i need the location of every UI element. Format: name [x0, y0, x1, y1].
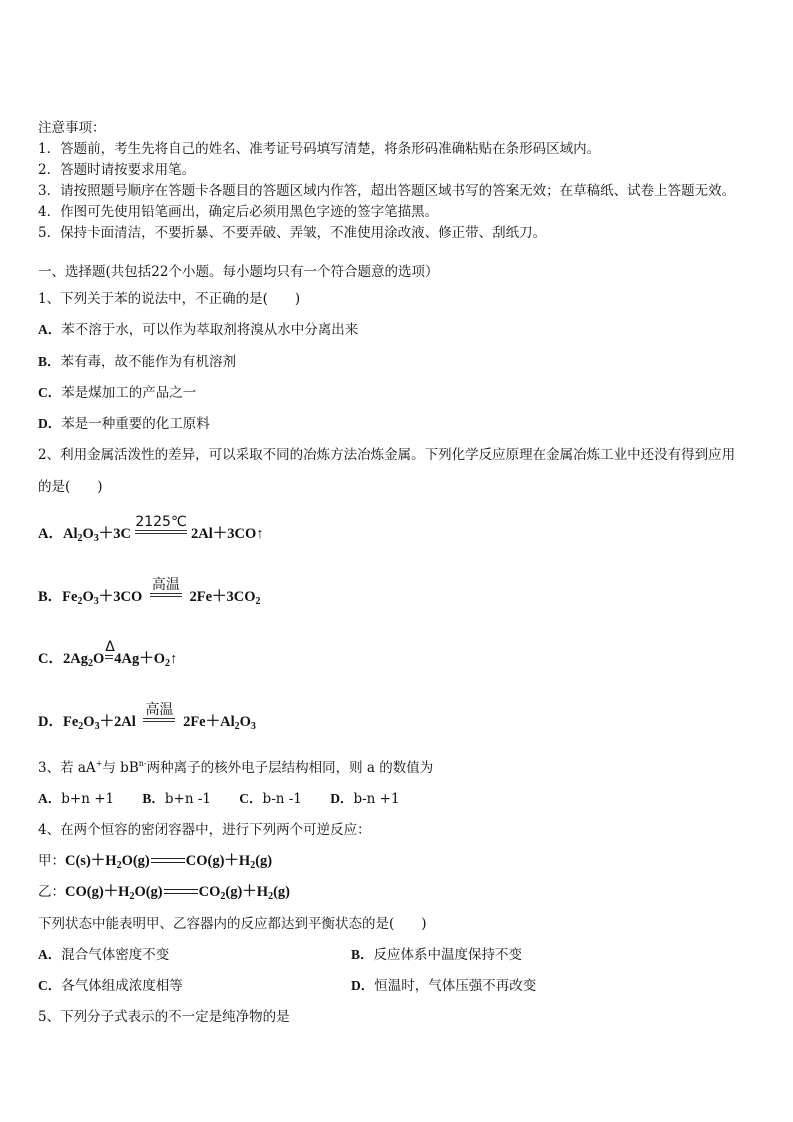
option-text: 苯是一种重要的化工原料 — [61, 416, 210, 432]
q4-stem: 4、在两个恒容的密闭容器中，进行下列两个可逆反应： — [38, 822, 371, 838]
q5-stem: 5、下列分子式表示的不一定是纯净物的是 — [38, 1009, 290, 1025]
option-label: D． — [38, 416, 62, 431]
q4-options-row1 — [38, 946, 738, 964]
option-label: A． — [38, 791, 62, 806]
option-text: b-n -1 — [262, 791, 302, 807]
q1-stem: 1、下列关于苯的说法中，不正确的是( ) — [38, 291, 301, 307]
option-text: 恒温时，气体压强不再改变 — [374, 978, 537, 994]
option-text: 苯有毒，故不能作为有机溶剂 — [60, 354, 237, 370]
notice-item: 4．作图可先使用铅笔画出，确定后必须用黑色字迹的签字笔描黑。 — [38, 204, 439, 220]
reaction-condition: Δ — [105, 650, 113, 668]
option-label: B． — [142, 791, 165, 806]
q1-option-c — [38, 384, 196, 402]
option-label: C． — [38, 385, 62, 400]
q1-option-b — [38, 353, 236, 371]
q4-reaction-jia: 甲：$C(s)+H_2O(g)$ $CO(g)+H_2(g)$ — [38, 853, 273, 871]
option-label: A． — [38, 526, 63, 542]
q1-option-d — [38, 415, 210, 433]
option-label: D． — [351, 978, 375, 993]
q4-options-row2 — [38, 977, 738, 995]
reaction-condition: 高温 — [143, 713, 175, 731]
option-label: B． — [38, 589, 63, 605]
option-text: 苯是煤加工的产品之一 — [61, 385, 197, 401]
option-text: 反应体系中温度保持不变 — [373, 947, 523, 963]
q4-reaction-yi: 乙：$CO(g)+H_2O(g)$ $CO_2(g)+H_2(g)$ — [38, 884, 290, 902]
q2-option-b: B．$Fe_2O_3+3CO$ 高温 $2Fe+3CO_2$ — [38, 577, 261, 607]
reversible-arrow-icon — [151, 856, 185, 864]
notice-title: 注意事项： — [38, 120, 106, 136]
notice-item: 5．保持卡面清洁，不要折暴、不要弄破、弄皱，不准使用涂改液、修正带、刮纸刀。 — [38, 225, 547, 241]
reversible-arrow-icon — [164, 887, 198, 895]
notice-item: 3．请按照题号顺序在答题卡各题目的答题区域内作答，超出答题区域书写的答案无效；在草稿纸、试卷上答题无效。 — [38, 183, 736, 199]
option-label: A． — [38, 947, 62, 962]
q2-stem: 2、利用金属活泼性的差异，可以采取不同的冶炼方法冶炼金属。下列化学反应原理在金属冶炼工业中还没有得到应用 — [38, 447, 736, 463]
option-text: b+n -1 — [164, 791, 211, 807]
reaction-condition: 2125℃ — [135, 525, 187, 543]
option-label: C． — [239, 791, 263, 806]
q2-stem-cont: 的是( ) — [38, 479, 103, 495]
q3-options — [38, 790, 400, 808]
option-text: b-n +1 — [353, 791, 400, 807]
option-text: 各气体组成浓度相等 — [61, 978, 183, 994]
reaction-condition: 高温 — [150, 588, 182, 606]
option-label: C． — [38, 978, 62, 993]
q1-option-a — [38, 321, 358, 339]
option-label: B． — [38, 354, 61, 369]
option-text: 混合气体密度不变 — [61, 947, 170, 963]
option-text: b+n +1 — [61, 791, 115, 807]
q4-question: 下列状态中能表明甲、乙容器内的反应都达到平衡状态的是( ) — [38, 916, 427, 932]
section-heading: 一、选择题(共包括22个小题。每小题均只有一个符合题意的选项） — [38, 264, 439, 280]
option-label: B． — [351, 947, 374, 962]
option-label: D． — [330, 791, 354, 806]
option-label: D． — [38, 714, 63, 730]
notice-item: 2．答题时请按要求用笔。 — [38, 162, 196, 178]
q3-stem: 3、若 aA+与 $bB^{n-}$两种离子的核外电子层结构相同，则 a 的数值为 — [38, 759, 434, 776]
q2-option-a: A．$Al_2O_3+3C$ 2125℃ 2Al＋3CO↑ — [38, 514, 264, 544]
q2-option-d: D．$Fe_2O_3+2Al$ 高温 $2Fe+Al_2O_3$ — [38, 702, 256, 732]
option-label: C． — [38, 651, 63, 667]
option-label: A． — [38, 322, 62, 337]
notice-item: 1．答题前，考生先将自己的姓名、准考证号码填写清楚，将条形码准确粘贴在条形码区域内。 — [38, 141, 601, 157]
q2-option-c: C．$2Ag_2O$ Δ $4Ag+O_2↑$ — [38, 639, 178, 669]
option-text: 苯不溶于水，可以作为萃取剂将溴从水中分离出来 — [61, 322, 359, 338]
